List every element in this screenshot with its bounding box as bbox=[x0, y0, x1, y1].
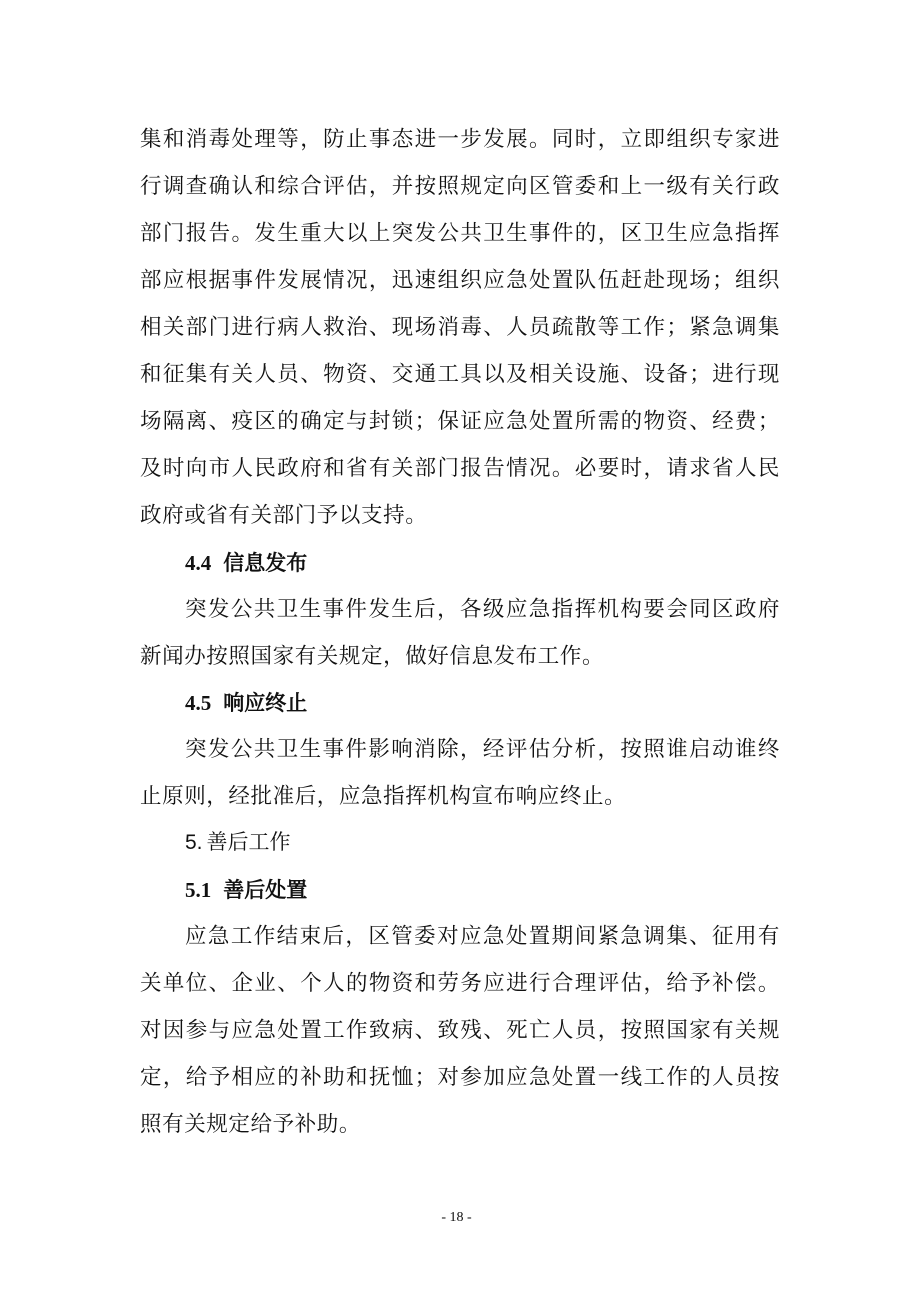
section-heading-5-1 bbox=[185, 866, 307, 914]
section-number: 4.5 bbox=[185, 691, 212, 715]
paragraph-response-termination: 突发公共卫生事件影响消除，经评估分析，按照谁启动谁终止原则，经批准后，应急指挥机构宣布响应终止。 bbox=[140, 737, 780, 809]
section-number: 5.1 bbox=[185, 878, 212, 902]
page-number: - 18 - bbox=[441, 1210, 472, 1225]
paragraph-emergency-response-continued: 集和消毒处理等，防止事态进一步发展。同时，立即组织专家进行调查确认和综合评估，并按照规定向区管委和上一级有关行政部门报告。发生重大以上突发公共卫生事件的，区卫生应急指挥部应根据事件发展情况，迅速组织应急处置队伍赶赴现场；组织相关部门进行病人救治、现场消毒、人员疏散等工作；紧急调集和征集有关人员、物资、交通工具以及相关设施、设备；进行现场隔离、疫区的确定与封锁；保证应急处置所需的物资、经费；及时向市人民政府和省有关部门报告情况。必要时，请求省人民政府或省有关部门予以支持。 bbox=[140, 127, 780, 528]
section-heading-5 bbox=[185, 819, 291, 866]
section-number: 4.4 bbox=[185, 551, 212, 575]
section-title: 善后处置 bbox=[223, 877, 308, 902]
paragraph-aftermath-handling: 应急工作结束后，区管委对应急处置期间紧急调集、征用有关单位、企业、个人的物资和劳务应进行合理评估，给予补偿。对因参与应急处置工作致病、致残、死亡人员，按照国家有关规定，给予相应的补助和抚恤；对参加应急处置一线工作的人员按照有关规定给予补助。 bbox=[140, 924, 780, 1137]
section-number: 5. bbox=[185, 831, 203, 854]
section-title: 信息发布 bbox=[223, 550, 308, 575]
section-title: 响应终止 bbox=[223, 690, 308, 715]
section-title: 善后工作 bbox=[206, 830, 291, 854]
section-heading-4-5 bbox=[185, 679, 307, 727]
paragraph-information-release: 突发公共卫生事件发生后，各级应急指挥机构要会同区政府新闻办按照国家有关规定，做好信息发布工作。 bbox=[140, 597, 780, 669]
section-heading-4-4 bbox=[185, 539, 307, 587]
